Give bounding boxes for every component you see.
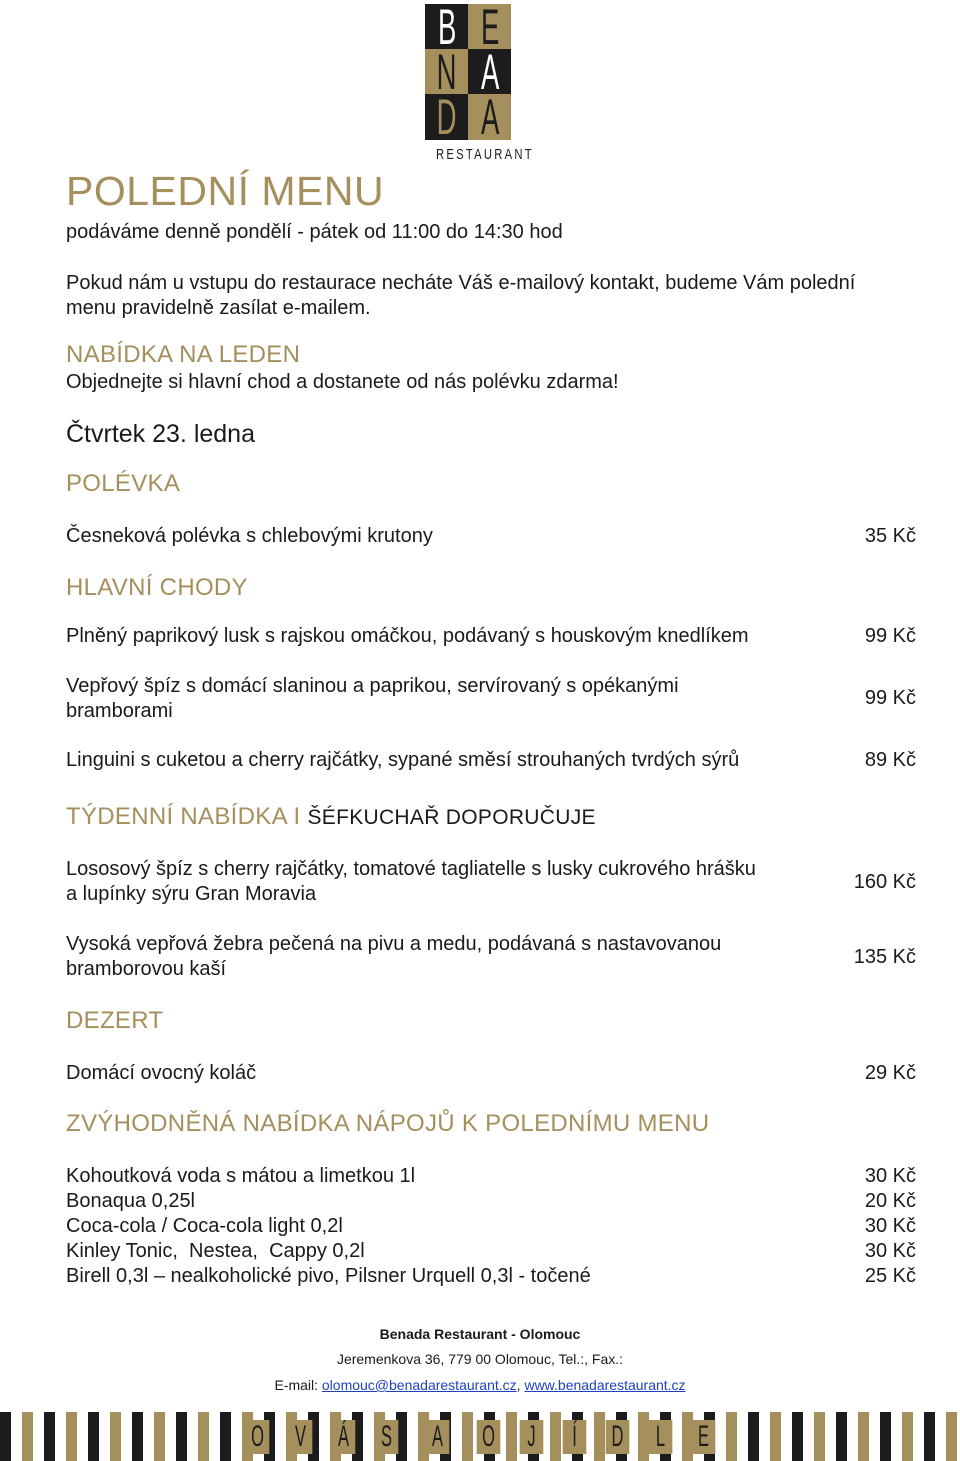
menu-item-price: 29 Kč	[864, 1062, 916, 1084]
menu-item-name: bramborami	[66, 700, 173, 722]
footer-contact	[0, 1377, 960, 1393]
footer-address: Jeremenkova 36, 779 00 Olomouc, Tel.:, Fax.:	[336, 1351, 624, 1367]
page-title: POLEDNÍ MENU	[66, 168, 385, 214]
logo-letter: B	[437, 4, 456, 49]
menu-item-price: 99 Kč	[864, 687, 916, 709]
menu-item-name: Lososový špíz s cherry rajčátky, tomatové tagliatelle s lusky cukrového hrášku	[66, 858, 756, 880]
weekly-heading	[66, 803, 596, 831]
band-letter: V	[288, 1420, 312, 1454]
footer-restaurant-name: Benada Restaurant - Olomouc	[379, 1326, 581, 1342]
menu-item-price: 135 Kč	[853, 946, 916, 968]
drink-name: Coca-cola / Coca-cola light 0,2l	[66, 1215, 343, 1237]
logo-cell	[425, 4, 468, 49]
soup-heading: POLÉVKA	[66, 470, 181, 497]
restaurant-logo	[425, 4, 534, 163]
drink-name: Birell 0,3l – nealkoholické pivo, Pilsner Urquell 0,3l - točené	[66, 1265, 591, 1287]
logo-letter: A	[480, 49, 499, 94]
drink-price: 25 Kč	[864, 1265, 916, 1287]
day-heading: Čtvrtek 23. ledna	[66, 420, 255, 448]
menu-item-price: 89 Kč	[864, 749, 916, 771]
menu-item-name: Vepřový špíz s domácí slaninou a paprikou, servírovaný s opékanými	[66, 675, 679, 697]
band-letter: O	[476, 1420, 500, 1454]
logo-cell	[468, 94, 511, 140]
menu-item-name: Vysoká vepřová žebra pečená na pivu a medu, podávaná s nastavovanou	[66, 933, 722, 955]
band-letter: Í	[562, 1420, 586, 1454]
menu-item-name: Linguini s cuketou a cherry rajčátky, sypané směsí strouhaných tvrdých sýrů	[66, 749, 740, 771]
drink-name: Kohoutková voda s mátou a limetkou 1l	[66, 1165, 416, 1187]
heading-separator: I	[293, 803, 301, 830]
promo-heading: NABÍDKA NA LEDEN	[66, 341, 301, 368]
drink-price: 30 Kč	[864, 1240, 916, 1262]
notice-line-1: Pokud nám u vstupu do restaurace necháte Váš e-mailový kontakt, budeme Vám polední	[66, 272, 856, 294]
band-letter: L	[648, 1420, 672, 1454]
band-letter: Á	[331, 1420, 355, 1454]
bottom-slogan-band	[0, 1412, 960, 1461]
menu-item-price: 35 Kč	[864, 525, 916, 547]
menu-item-name: a lupínky sýru Gran Moravia	[66, 883, 317, 905]
band-letter: O	[245, 1420, 269, 1454]
menu-item-name: Plněný paprikový lusk s rajskou omáčkou, podávaný s houskovým knedlíkem	[66, 625, 749, 647]
band-letter: E	[691, 1420, 715, 1454]
drink-name: Bonaqua 0,25l	[66, 1190, 196, 1212]
menu-item-name: Domácí ovocný koláč	[66, 1062, 257, 1084]
drink-price: 30 Kč	[864, 1165, 916, 1187]
logo-cell	[468, 4, 511, 49]
notice-line-2: menu pravidelně zasílat e-mailem.	[66, 297, 371, 319]
logo-letter: N	[437, 49, 456, 94]
dessert-heading: DEZERT	[66, 1007, 164, 1034]
drink-price: 20 Kč	[864, 1190, 916, 1212]
footer-comma: ,	[516, 1377, 525, 1393]
footer-web-link[interactable]: www.benadarestaurant.cz	[524, 1377, 686, 1393]
menu-item-name: bramborovou kaší	[66, 958, 227, 980]
logo-cell	[425, 49, 468, 94]
band-slogan	[0, 1412, 960, 1461]
drink-price: 30 Kč	[864, 1215, 916, 1237]
logo-subtitle: RESTAURANT	[436, 146, 534, 163]
weekly-subheading: ŠÉFKUCHAŘ DOPORUČUJE	[307, 806, 596, 829]
logo-letter: E	[480, 4, 499, 49]
logo-letter: D	[437, 94, 456, 140]
band-letter: A	[425, 1420, 449, 1454]
logo-cell	[425, 94, 468, 140]
logo-cell	[468, 49, 511, 94]
weekly-heading-title: TÝDENNÍ NABÍDKA	[66, 803, 287, 830]
band-letter: S	[374, 1420, 398, 1454]
band-letter: D	[605, 1420, 629, 1454]
menu-item-name: Česneková polévka s chlebovými krutony	[66, 525, 433, 547]
menu-item-price: 160 Kč	[853, 871, 916, 893]
logo-letter: A	[480, 94, 499, 140]
drink-name: Kinley Tonic, Nestea, Cappy 0,2l	[66, 1240, 365, 1262]
footer-email-link[interactable]: olomouc@benadarestaurant.cz	[321, 1377, 517, 1393]
promo-text: Objednejte si hlavní chod a dostanete od nás polévku zdarma!	[66, 371, 619, 393]
opening-hours: podáváme denně pondělí - pátek od 11:00 do 14:30 hod	[66, 221, 563, 243]
mains-heading: HLAVNÍ CHODY	[66, 574, 248, 601]
footer-email-label: E-mail:	[274, 1377, 322, 1393]
menu-item-price: 99 Kč	[864, 625, 916, 647]
band-letter: J	[519, 1420, 543, 1454]
drinks-heading: ZVÝHODNĚNÁ NABÍDKA NÁPOJŮ K POLEDNÍMU MENU	[66, 1110, 710, 1137]
